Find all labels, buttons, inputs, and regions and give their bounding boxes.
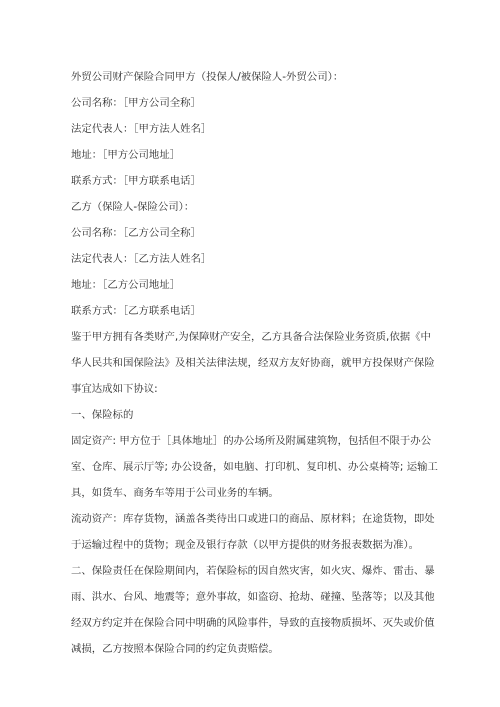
party-a-address: 地址：［甲方公司地址］ (71, 149, 181, 161)
contract-title: 外贸公司财产保险合同甲方（投保人/被保险人-外贸公司）： (71, 71, 344, 83)
party-b-address: 地址：［乙方公司地址］ (71, 279, 181, 291)
party-a-contact: 联系方式：［甲方联系电话］ (71, 175, 201, 187)
preamble-paragraph: 鉴于甲方拥有各类财产,为保障财产安全，乙方具备合法保险业务资质,依据《中华人民共和国保险法》及相关法律法规，经双方友好协商，就甲方投保财产保险事宜达成如下协议: (71, 331, 435, 395)
party-b-heading: 乙方（保险人-保险公司）： (71, 201, 195, 213)
party-a-company-name: 公司名称：［甲方公司全称］ (71, 97, 201, 109)
party-b-company-name: 公司名称：［乙方公司全称］ (71, 227, 201, 239)
party-a-legal-rep: 法定代表人：［甲方法人姓名］ (71, 123, 212, 135)
current-assets-paragraph: 流动资产：库存货物，涵盖各类待出口或进口的商品、原材料；在途货物，即处于运输过程中的货物；现金及银行存款（以甲方提供的财务报表数据为准）。 (71, 513, 435, 551)
section-1-heading: 一、保险标的 (71, 409, 134, 421)
party-b-contact: 联系方式：［乙方联系电话］ (71, 305, 201, 317)
fixed-assets-paragraph: 固定资产: 甲方位于［具体地址］的办公场所及附属建筑物，包括但不限于办公室、仓库、展示厅等; 办公设备，如电脑、打印机、复印机、办公桌椅等; 运输工具，如货车、商务车等用于公司业务的车辆。 (71, 435, 438, 499)
section-2-paragraph: 二、保险责任在保险期间内，若保险标的因自然灾害，如火灾、爆炸、雷击、暴雨、洪水、台风、地震等；意外事故，如盗窃、抢劫、碰撞、坠落等；以及其他经双方约定并在保险合同中明确的风险事件，导致的直接物质损坏、灭失或价值减损，乙方按照本保险合同的约定负责赔偿。 (71, 565, 435, 655)
party-b-legal-rep: 法定代表人：［乙方法人姓名］ (71, 253, 212, 265)
